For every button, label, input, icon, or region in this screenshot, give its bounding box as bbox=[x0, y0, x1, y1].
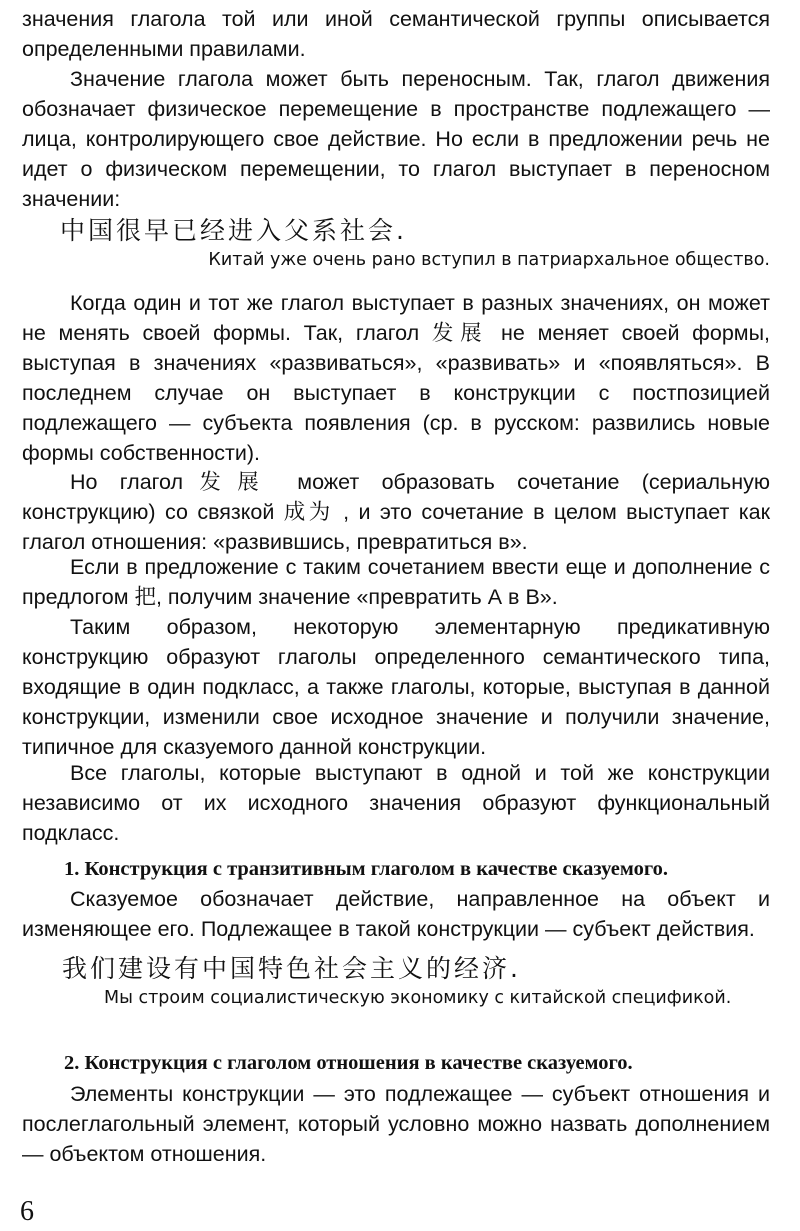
example-translation-2: Мы строим социалистическую экономику с китайской спецификой. bbox=[104, 988, 732, 1008]
paragraph-ba-preposition: Если в предложение с таким сочетанием ввести еще и дополнение с предлогом 把, получим значение «превратить А в В». bbox=[22, 555, 770, 609]
paragraph-predicative-construction: Таким образом, некоторую элементарную предикативную конструкцию образуют глаголы определенного семантического типа, входящие в один подкласс, а также глаголы, которые, выступая в данной конструкции, изменили свое исходное значение и получили значение, типичное для сказуемого данной конструкции. bbox=[22, 615, 770, 759]
section-heading-2: 2. Конструкция с глаголом отношения в качестве сказуемого. bbox=[64, 1052, 633, 1074]
section-text-2: Элементы конструкции — это подлежащее — субъект отношения и послеглагольный элемент, который условно можно назвать дополнением — объектом отношения. bbox=[22, 1082, 770, 1166]
example-chinese-2: 我们建设有中国特色社会主义的经济. bbox=[62, 954, 521, 983]
section-text-1: Сказуемое обозначает действие, направленное на объект и изменяющее его. Подлежащее в такой конструкции — субъект действия. bbox=[22, 887, 770, 941]
example-chinese-1: 中国很早已经进入父系社会. bbox=[60, 216, 407, 245]
paragraph-figurative-meaning: Значение глагола может быть переносным. Так, глагол движения обозначает физическое перемещение в пространстве подлежащего — лица, контролирующего свое действие. Но если в предложении речь не идет о физическом перемещении, то глагол выступает в переносном значении: bbox=[22, 67, 770, 211]
paragraph-intro-continuation: значения глагола той или иной семантической группы описывается определенными правилами. bbox=[22, 7, 770, 61]
section-heading-1: 1. Конструкция с транзитивным глаголом в качестве сказуемого. bbox=[64, 858, 669, 880]
paragraph-same-verb-meanings: Когда один и тот же глагол выступает в разных значениях, он может не менять своей формы. Так, глагол 发展 не меняет своей формы, выступая в значениях «развиваться», «развивать» и «появляться». В последнем случае он выступает в конструкции с постпозицией подлежащего — субъекта появления (ср. в русском: развились новые формы собственности). bbox=[22, 291, 770, 465]
page-number: 6 bbox=[20, 1196, 34, 1227]
paragraph-serial-construction: Но глагол发展 может образовать сочетание (сериальную конструкцию) со связкой 成为 , и это сочетание в целом выступает как глагол отношения: «развившись, превратиться в». bbox=[22, 470, 770, 554]
example-translation-1: Китай уже очень рано вступил в патриархальное общество. bbox=[208, 250, 770, 270]
paragraph-functional-subclass: Все глаголы, которые выступают в одной и той же конструкции независимо от их исходного значения образуют функциональный подкласс. bbox=[22, 761, 770, 845]
